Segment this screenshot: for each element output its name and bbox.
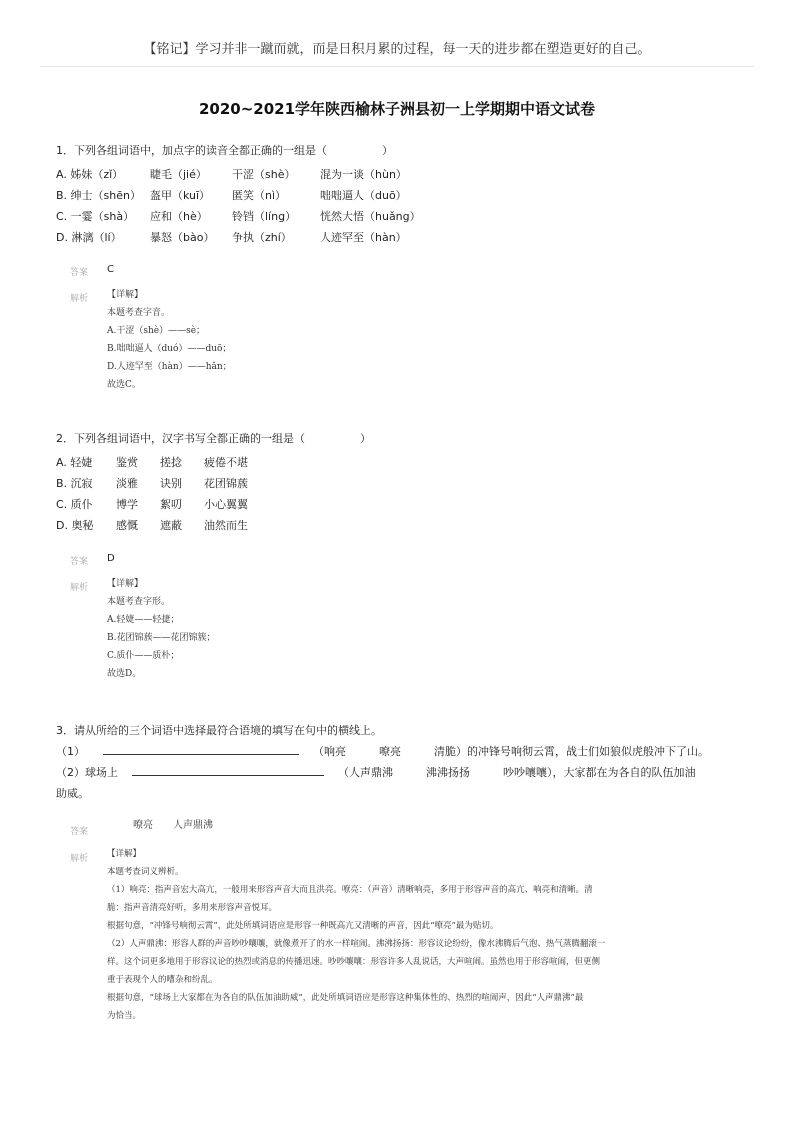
explanation-line: 根据句意，“球场上大家都在为各自的队伍加油助威”，此处所填词语应是形容这种集体性的、热烈的喧闹声，因此“人声鼎沸”最 — [107, 993, 584, 1003]
explanation-line: 样。这个词更多地用于形容议论的热烈或消息的传播迅速。吵吵嚷嚷：形容许多人乱说话，大声喧闹。虽然也用于形容喧闹，但更侧 — [107, 957, 601, 967]
option-word: 干涩（shè） — [232, 168, 296, 181]
explanation-line: 脆：指声音清亮好听，多用来形容声音悦耳。 — [107, 903, 278, 913]
question-3-line-2 — [56, 762, 696, 783]
option-word: 遮蔽 — [160, 519, 182, 532]
explanation-line: B.花团锦蔟——花团锦簇； — [107, 633, 216, 643]
question-3-line-1 — [56, 741, 709, 762]
line-2-prefix: （2）球场上 — [56, 766, 118, 779]
explanation-line: B.咄咄逼人（duó）——duō； — [107, 344, 232, 354]
question-2-stem: 2．下列各组词语中，汉字书写全都正确的一组是（ ） — [56, 432, 371, 445]
option-word: 睫毛（jié） — [150, 168, 207, 181]
explanation-line: 为恰当。 — [107, 1011, 142, 1021]
option-word: 应和（hè） — [150, 210, 208, 223]
analysis-label: 解析 — [70, 854, 89, 864]
explanation-line: 本题考查字音。 — [107, 308, 171, 318]
explanation-line: 重于表现个人的嘈杂和纷乱。 — [107, 975, 218, 985]
explanation-line: 本题考查词义辨析。 — [107, 867, 184, 877]
explanation-line: 根据句意，“冲锋号响彻云霄”，此处所填词语应是形容一种既高亢又清晰的声音，因此“嘹亮”最为贴切。 — [107, 921, 499, 931]
explanation-line: 【详解】 — [107, 849, 142, 859]
explanation-line: （2）人声鼎沸：形容人群的声音吵吵嚷嚷，就像煮开了的水一样喧闹。沸沸扬扬：形容议论纷纷，像水沸腾后气泡、热气蒸腾翻滚一 — [107, 939, 606, 949]
line-2-choices: （人声鼎沸 沸沸扬扬 吵吵嚷嚷），大家都在为各自的队伍加油 — [338, 766, 696, 779]
option-word: 匿笑（nì） — [232, 189, 287, 202]
question-1-stem: 1．下列各组词语中，加点字的读音全都正确的一组是（ ） — [56, 144, 393, 157]
option-word: 争执（zhí） — [232, 231, 292, 244]
explanation-line: （1）响亮：指声音宏大高亢，一般用来形容声音大而且洪亮。嘹亮：（声音）清晰响亮，多用于形容声音的高亢、响亮和清晰。清 — [107, 885, 593, 895]
question-1-answer: C — [107, 264, 114, 275]
question-2-explanation — [107, 575, 215, 683]
question-3-answer: 嘹亮 人声鼎沸 — [133, 820, 213, 831]
option-word: D. 奥秘 — [56, 519, 94, 532]
explanation-line: 故选C。 — [107, 380, 141, 390]
option-word: 油然而生 — [204, 519, 248, 532]
option-word: D. 淋漓（lí） — [56, 231, 122, 244]
analysis-label: 解析 — [70, 294, 89, 304]
option-word: C. 质仆 — [56, 498, 93, 511]
line-1-prefix: （1） — [56, 745, 85, 758]
analysis-label: 解析 — [70, 583, 89, 593]
motto-header: 【铭记】学习并非一蹴而就，而是日积月累的过程，每一天的进步都在塑造更好的自己。 — [143, 42, 651, 57]
question-3-line-2-continued: 助威。 — [56, 787, 89, 800]
option-word: 絮叨 — [160, 498, 182, 511]
explanation-line: 故选D。 — [107, 669, 142, 679]
page-title: 2020~2021学年陕西榆林子洲县初一上学期期中语文试卷 — [198, 100, 596, 118]
blank-1-input[interactable] — [103, 742, 299, 755]
explanation-line: C.质仆——质朴； — [107, 651, 180, 661]
option-word: 混为一谈（hùn） — [320, 168, 407, 181]
option-word: B. 沉寂 — [56, 477, 93, 490]
option-word: A. 姊妹（zǐ） — [56, 168, 124, 181]
option-word: 淡雅 — [116, 477, 138, 490]
question-3-explanation — [107, 845, 605, 1025]
answer-label: 答案 — [70, 827, 89, 837]
option-word: 人迹罕至（hàn） — [320, 231, 407, 244]
option-word: 感慨 — [116, 519, 138, 532]
option-word: C. 一霎（shà） — [56, 210, 135, 223]
explanation-line: 【详解】 — [107, 290, 144, 300]
blank-2-input[interactable] — [132, 763, 324, 776]
option-word: 盔甲（kuī） — [150, 189, 211, 202]
option-word: 小心翼翼 — [204, 498, 248, 511]
option-word: 铃铛（líng） — [232, 210, 297, 223]
option-word: 疲倦不堪 — [204, 456, 248, 469]
explanation-line: D.人迹罕至（hàn）——hǎn； — [107, 362, 232, 372]
line-1-choices: （响亮 嘹亮 清脆）的冲锋号响彻云霄，战士们如狼似虎般冲下了山。 — [313, 745, 709, 758]
question-3-stem: 3．请从所给的三个词语中选择最符合语境的填写在句中的横线上。 — [56, 724, 382, 737]
option-word: 搓捻 — [160, 456, 182, 469]
option-word: B. 绅士（shēn） — [56, 189, 141, 202]
question-2-answer: D — [107, 553, 115, 564]
option-word: 鉴赏 — [116, 456, 138, 469]
explanation-line: A.轻婕——轻捷； — [107, 615, 180, 625]
option-word: 博学 — [116, 498, 138, 511]
option-word: 诀别 — [160, 477, 182, 490]
option-word: 暴怒（bào） — [150, 231, 215, 244]
option-word: 咄咄逼人（duō） — [320, 189, 407, 202]
answer-label: 答案 — [70, 268, 89, 278]
answer-label: 答案 — [70, 557, 89, 567]
explanation-line: 【详解】 — [107, 579, 144, 589]
option-word: A. 轻婕 — [56, 456, 93, 469]
option-word: 花团锦蔟 — [204, 477, 248, 490]
header-divider — [40, 66, 754, 67]
explanation-line: A.干涩（shè）——sè； — [107, 326, 206, 336]
option-word: 恍然大悟（huǎng） — [320, 210, 421, 223]
question-1-explanation — [107, 286, 232, 394]
explanation-line: 本题考查字形。 — [107, 597, 171, 607]
